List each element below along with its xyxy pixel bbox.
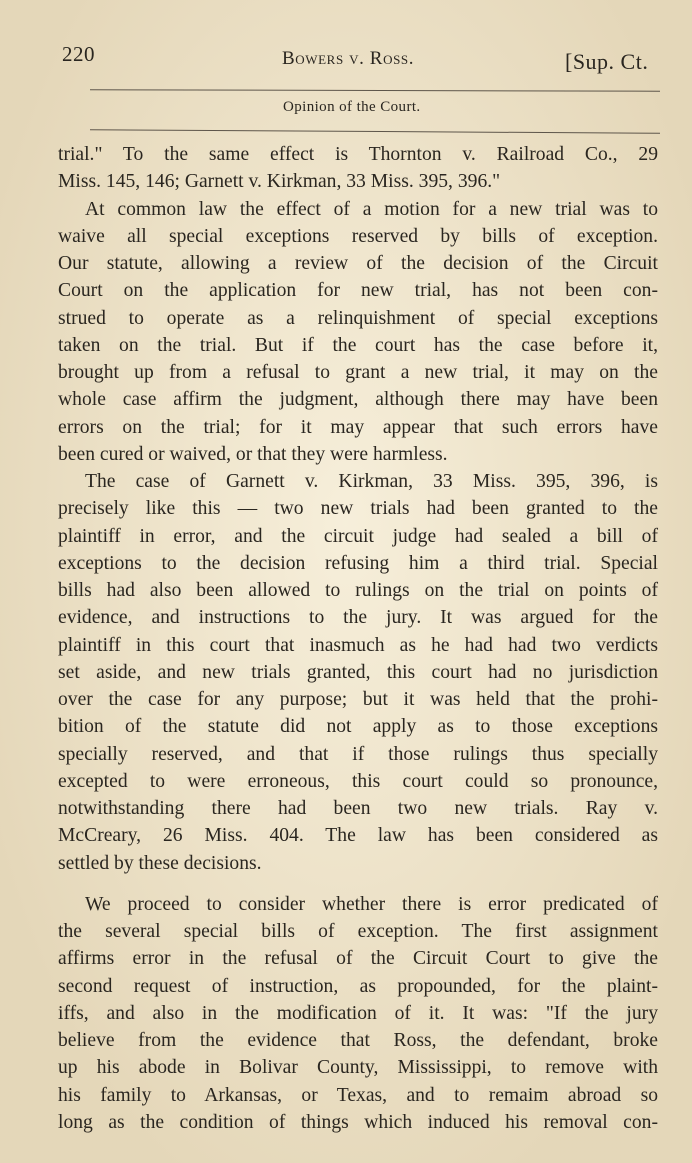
text-line: whole case affirm the judgment, although there may have been [58,389,658,411]
text-line: The case of Garnett v. Kirkman, 33 Miss. 395, 396, is [85,471,658,492]
court-label: [Sup. Ct. [565,49,649,74]
text-line: excepted to were erroneous, this court could so pronounce, [58,770,658,792]
text-line: errors on the trial; for it may appear that such errors have [58,416,658,438]
running-title: Bowers v. Ross. [282,48,415,69]
text-line: notwithstanding there had been two new trials. Ray v. [58,798,658,819]
text-line: At common law the effect of a motion for a new trial was to [85,198,658,220]
text-line: strued to operate as a relinquishment of special exceptions [58,307,658,329]
text-line: bition of the statute did not apply as to those exceptions [58,716,658,738]
text-line: bills had also been allowed to rulings on the trial on points of [58,580,658,601]
header-rule-bottom [90,129,660,133]
text-line: evidence, and instructions to the jury. It was argued for the [58,607,658,629]
text-line: brought up from a refusal to grant a new trial, it may on the [58,362,658,383]
text-line: settled by these decisions. [58,852,262,874]
text-line: taken on the trial. But if the court has the case before it, [58,334,658,356]
page-header [60,36,670,76]
text-line: second request of instruction, as propounded, for the plaint- [58,975,658,997]
text-line: plaintiff in this court that inasmuch as he had had two verdicts [58,634,658,656]
text-line: specially reserved, and that if those rulings thus specially [58,743,658,765]
text-line: his family to Arkansas, or Texas, and to remaim abroad so [58,1084,658,1106]
text-line: set aside, and new trials granted, this court had no jurisdiction [58,661,658,683]
text-line: McCreary, 26 Miss. 404. The law has been considered as [58,825,658,847]
text-line: the several special bills of exception. The first assignment [58,921,658,942]
text-line: been cured or waived, or that they were harmless. [58,443,448,465]
text-line: exceptions to the decision refusing him a third trial. Special [58,552,658,574]
text-line: Miss. 145, 146; Garnett v. Kirkman, 33 Miss. 395, 396." [58,171,501,193]
text-line: Our statute, allowing a review of the decision of the Circuit [58,253,658,274]
text-line: affirms error in the refusal of the Circuit Court to give the [58,948,658,970]
paragraph-gap [58,877,658,891]
text-line: iffs, and also in the modification of it. It was: "If the jury [58,1002,658,1024]
text-line: waive all special exceptions reserved by bills of exception. [58,225,658,247]
header-rule-top [90,89,660,91]
text-line: precisely like this — two new trials had been granted to the [58,498,658,520]
opinion-text [58,141,658,1136]
text-line: plaintiff in error, and the circuit judge had sealed a bill of [58,525,658,547]
text-line: trial." To the same effect is Thornton v. Railroad Co., 29 [58,144,658,165]
text-line: long as the condition of things which induced his removal con- [58,1111,658,1133]
text-line: We proceed to consider whether there is error predicated of [85,893,658,915]
section-label: Opinion of the Court. [283,99,421,115]
text-line: up his abode in Bolivar County, Mississippi, to remove with [58,1057,658,1079]
text-line: over the case for any purpose; but it was held that the prohi- [58,689,658,710]
text-line: believe from the evidence that Ross, the defendant, broke [58,1030,658,1051]
text-line: Court on the application for new trial, has not been con- [58,280,658,302]
page-number: 220 [62,42,95,66]
